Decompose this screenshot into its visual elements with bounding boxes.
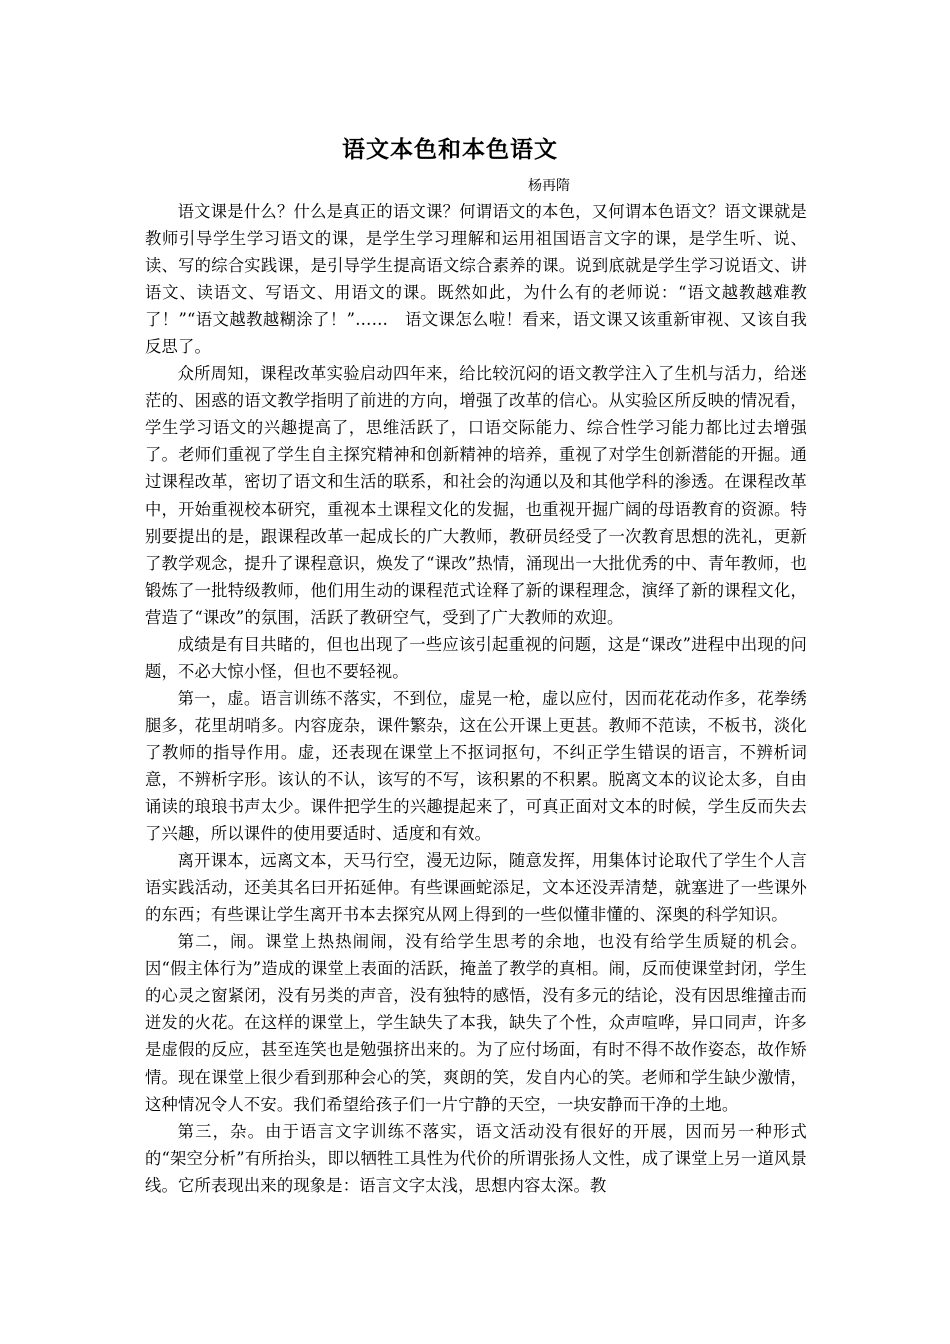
paragraph: 离开课本，远离文本，天马行空，漫无边际，随意发挥，用集体讨论取代了学生个人言语实践活动，还美其名曰开拓延伸。有些课画蛇添足，文本还没弄清楚，就塞进了一些课外的东西；有些课让学生离开书本去探究从网上得到的一些似懂非懂的、深奥的科学知识。 — [145, 851, 807, 925]
paragraph: 第三，杂。由于语言文字训练不落实，语文活动没有很好的开展，因而另一种形式的“架空分析”有所抬头，即以牺牲工具性为代价的所谓张扬人文性，成了课堂上另一道风景线。它所表现出来的现象是：语言文字太浅，思想内容太深。教 — [145, 1121, 807, 1195]
document-title: 语文本色和本色语文 — [342, 137, 558, 163]
paragraph: 众所周知，课程改革实验启动四年来，给比较沉闷的语文教学注入了生机与活力，给迷茫的、困惑的语文教学指明了前进的方向，增强了改革的信心。从实验区所反映的情况看，学生学习语文的兴趣提高了，思维活跃了，口语交际能力、综合性学习能力都比过去增强了。老师们重视了学生自主探究精神和创新精神的培养，重视了对学生创新潜能的开掘。通过课程改革，密切了语文和生活的联系，和社会的沟通以及和其他学科的渗透。在课程改革中，开始重视校本研究，重视本土课程文化的发掘，也重视开掘广阔的母语教育的资源。特别要提出的是，跟课程改革一起成长的广大教师，教研员经受了一次教育思想的洗礼，更新了教学观念，提升了课程意识，焕发了“课改”热情，涌现出一大批优秀的中、青年教师，也锻炼了一批特级教师，他们用生动的课程范式诠释了新的课程理念，演绎了新的课程文化，营造了“课改”的氛围，活跃了教研空气，受到了广大教师的欢迎。 — [145, 364, 807, 627]
paragraph: 语文课是什么？什么是真正的语文课？何谓语文的本色，又何谓本色语文？语文课就是教师引导学生学习语文的课，是学生学习理解和运用祖国语言文字的课，是学生听、说、读、写的综合实践课，是引导学生提高语文综合素养的课。说到底就是学生学习说语文、讲语文、读语文、写语文、用语文的课。既然如此，为什么有的老师说：“语文越教越难教了！”“语文越教越糊涂了！”…… 语文课怎么啦！看来，语文课又该重新审视、又该自我反思了。 — [145, 202, 807, 357]
paragraph: 成绩是有目共睹的，但也出现了一些应该引起重视的问题，这是“课改”进程中出现的问题，不必大惊小怪，但也不要轻视。 — [145, 634, 807, 681]
paragraph: 第二，闹。课堂上热热闹闹，没有给学生思考的余地，也没有给学生质疑的机会。因“假主体行为”造成的课堂上表面的活跃，掩盖了教学的真相。闹，反而使课堂封闭，学生的心灵之窗紧闭，没有另类的声音，没有独特的感悟，没有多元的结论，没有因思维撞击而迸发的火花。在这样的课堂上，学生缺失了本我，缺失了个性，众声喧哗，异口同声，许多是虚假的反应，甚至连笑也是勉强挤出来的。为了应付场面，有时不得不故作姿态，故作矫情。现在课堂上很少看到那种会心的笑，爽朗的笑，发自内心的笑。老师和学生缺少激情，这种情况令人不安。我们希望给孩子们一片宁静的天空，一块安静而干净的土地。 — [145, 932, 807, 1114]
document-body — [145, 198, 807, 1199]
paragraph: 第一，虚。语言训练不落实，不到位，虚晃一枪，虚以应付，因而花花动作多，花拳绣腿多，花里胡哨多。内容庞杂，课件繁杂，这在公开课上更甚。教师不范读，不板书，淡化了教师的指导作用。虚，还表现在课堂上不抠词抠句，不纠正学生错误的语言，不辨析词意，不辨析字形。该认的不认，该写的不写，该积累的不积累。脱离文本的议论太多，自由诵读的琅琅书声太少。课件把学生的兴趣提起来了，可真正面对文本的时候，学生反而失去了兴趣，所以课件的使用要适时、适度和有效。 — [145, 688, 807, 844]
author-name: 杨再隋 — [528, 178, 570, 194]
